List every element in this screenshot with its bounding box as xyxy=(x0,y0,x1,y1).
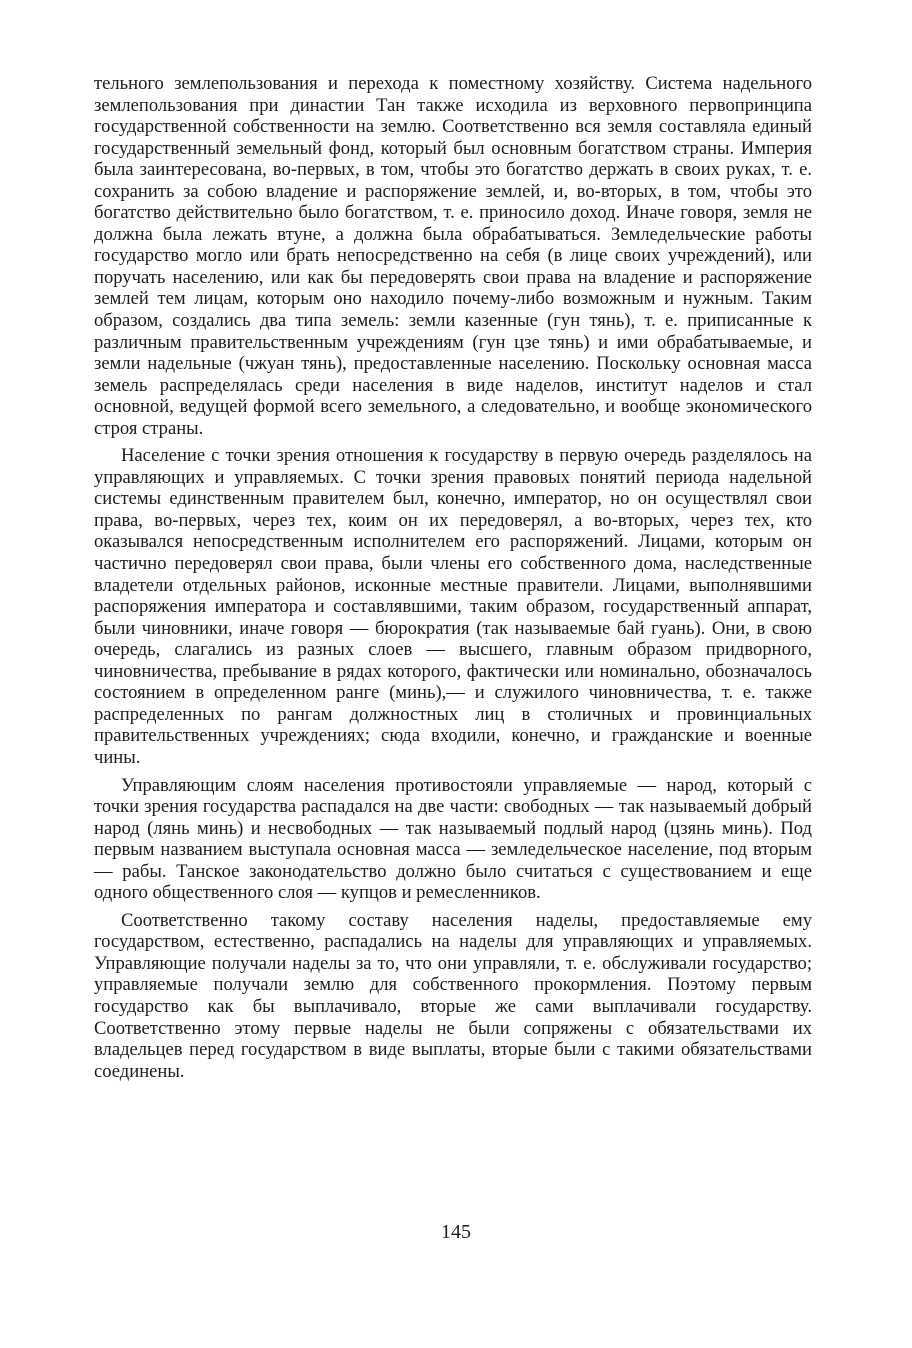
paragraph-1: тельного землепользования и перехода к поместному хозяйству. Система надельного землепользования при династии Тан также исходила из верховного первопринципа государственной собственности на землю. Соответственно вся земля составляла единый государственный земельный фонд, который был основным богатством страны. Империя была заинтересована, во-первых, в том, чтобы это богатство держать в своих руках, т. е. сохранить за собою владение и распоряжение землей, и, во-вторых, в том, чтобы это богатство действительно было богатством, т. е. приносило доход. Иначе говоря, земля не должна была лежать втуне, а должна была обрабатываться. Земледельческие работы государство могло или брать непосредственно на себя (в лице своих учреждений), или поручать населению, или как бы передоверять свои права на владение и распоряжение землей тем лицам, которым оно находило почему-либо возможным и нужным. Таким образом, создались два типа земель: земли казенные (гун тянь), т. е. приписанные к различным правительственным учреждениям (гун цзе тянь) и ими обрабатываемые, и земли надельные (чжуан тянь), предоставленные населению. Поскольку основная масса земель распределялась среди населения в виде наделов, институт наделов и стал основной, ведущей формой всего земельного, а следовательно, и вообще экономического строя страны. xyxy=(94,73,812,439)
page-number: 145 xyxy=(441,1221,471,1243)
body-text xyxy=(94,73,812,1082)
paragraph-4: Соответственно такому составу населения наделы, предоставляемые ему государством, естественно, распадались на наделы для управляющих и управляемых. Управляющие получали наделы за то, что они управляли, т. е. обслуживали государство; управляемые получали землю для собственного прокормления. Поэтому первым государство как бы выплачивало, вторые же сами выплачивали государству. Соответственно этому первые наделы не были сопряжены с обязательствами их владельцев перед государством в виде выплаты, вторые были с такими обязательствами соединены. xyxy=(94,909,812,1082)
paragraph-3: Управляющим слоям населения противостояли управляемые — народ, который с точки зрения государства распадался на две части: свободных — так называемый добрый народ (лянь минь) и несвободных — так называемый подлый народ (цзянь минь). Под первым названием выступала основная масса — земледельческое население, под вторым — рабы. Танское законодательство должно было считаться с существованием и еще одного общественного слоя — купцов и ремесленников. xyxy=(94,774,812,904)
paragraph-2: Население с точки зрения отношения к государству в первую очередь разделялось на управляющих и управляемых. С точки зрения правовых понятий периода надельной системы единственным правителем был, конечно, император, но он осуществлял свои права, во-первых, через тех, коим он их передоверял, а во-вторых, через тех, кто оказывался непосредственным исполнителем его распоряжений. Лицами, которым он частично передоверял свои права, были члены его собственного дома, наследственные владетели отдельных районов, исконные местные правители. Лицами, выполнявшими распоряжения императора и составлявшими, таким образом, государственный аппарат, были чиновники, иначе говоря — бюрократия (так называемые бай гуань). Они, в свою очередь, слагались из разных слоев — высшего, главным образом придворного, чиновничества, пребывание в рядах которого, фактически или номинально, обозначалось состоянием в определенном ранге (минь),— и служилого чиновничества, т. е. также распределенных по рангам должностных лиц в столичных и провинциальных правительственных учреждениях; сюда входили, конечно, и гражданские и военные чины. xyxy=(94,445,812,768)
